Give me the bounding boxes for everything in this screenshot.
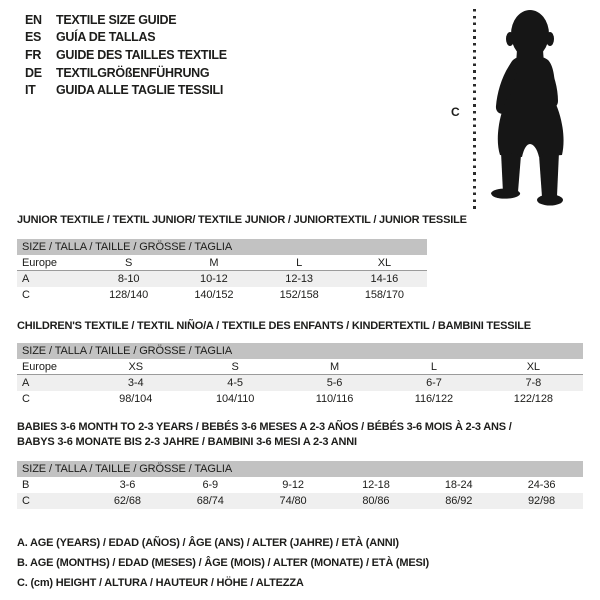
language-code: FR [25, 47, 42, 62]
table-row [17, 255, 427, 271]
babies-title-line2: BABYS 3-6 MONATE BIS 2-3 JAHRE / BAMBINI 3-6 MESI A 2-3 ANNI [17, 436, 357, 448]
table-row [17, 287, 427, 303]
height-dotted-line [473, 9, 476, 209]
size-cell: XL [526, 361, 540, 373]
table-row [17, 359, 583, 375]
height-cell: 152/158 [279, 289, 319, 301]
language-title: GUIDA ALLE TAGLIE TESSILI [56, 83, 224, 98]
legend-line-height: C. (cm) HEIGHT / ALTURA / HAUTEUR / HÖHE / ALTEZZA [17, 577, 304, 589]
age-cell: 7-8 [525, 377, 542, 389]
age-cell: 6-9 [202, 479, 219, 491]
row-label: C [22, 289, 30, 301]
height-measure-label: C [451, 105, 460, 119]
language-row [25, 64, 227, 82]
size-cell: XS [128, 361, 143, 373]
age-cell: 6-7 [426, 377, 442, 389]
height-cell: 122/128 [513, 393, 553, 405]
table-row [17, 477, 583, 493]
language-row [25, 29, 227, 47]
language-list [25, 11, 227, 99]
language-row [25, 46, 227, 64]
table-row [17, 271, 427, 287]
size-cell: M [329, 361, 340, 373]
row-label: C [22, 393, 30, 405]
language-code: EN [25, 12, 42, 27]
row-label: A [22, 377, 30, 389]
language-row [25, 11, 227, 29]
size-cell: S [231, 361, 239, 373]
height-cell: 98/104 [119, 393, 153, 405]
legend [17, 533, 429, 593]
height-cell: 116/122 [414, 393, 454, 405]
age-cell: 5-6 [326, 377, 343, 389]
junior-table-title: JUNIOR TEXTILE / TEXTIL JUNIOR/ TEXTILE JUNIOR / JUNIORTEXTIL / JUNIOR TESSILE [17, 214, 467, 226]
height-cell: 158/170 [364, 289, 404, 301]
age-cell: 24-36 [527, 479, 556, 491]
height-cell: 62/68 [113, 495, 141, 507]
size-cell: L [430, 361, 437, 373]
language-code: ES [25, 30, 42, 45]
size-cell: M [209, 257, 219, 269]
row-label: B [22, 479, 30, 491]
height-cell: 80/86 [362, 495, 390, 507]
table-header-bar: SIZE / TALLA / TAILLE / GRÖSSE / TAGLIA [17, 461, 583, 477]
language-code: IT [25, 83, 36, 98]
age-cell: 12-18 [362, 479, 390, 491]
age-cell: 8-10 [117, 273, 140, 285]
language-title: TEXTILGRÖßENFÜHRUNG [56, 65, 210, 80]
children-table-title: CHILDREN'S TEXTILE / TEXTIL NIÑO/A / TEXTILE DES ENFANTS / KINDERTEXTIL / BAMBINI TESSILE [17, 320, 531, 332]
height-cell: 86/92 [445, 495, 473, 507]
age-cell: 4-5 [227, 377, 243, 389]
height-cell: 74/80 [279, 495, 307, 507]
babies-title-line1: BABIES 3-6 MONTH TO 2-3 YEARS / BEBÉS 3-6 MESES A 2-3 AÑOS / BÉBÉS 3-6 MOIS À 2-3 ANS / [17, 421, 512, 433]
language-title: TEXTILE SIZE GUIDE [56, 12, 177, 27]
language-row [25, 81, 227, 99]
children-size-table [17, 343, 583, 407]
size-cell: XL [377, 257, 391, 269]
height-cell: 128/140 [109, 289, 149, 301]
babies-table-title [17, 420, 512, 450]
height-cell: 110/116 [315, 393, 354, 405]
height-cell: 68/74 [196, 495, 224, 507]
table-header-bar: SIZE / TALLA / TAILLE / GRÖSSE / TAGLIA [17, 239, 427, 255]
table-header-bar: SIZE / TALLA / TAILLE / GRÖSSE / TAGLIA [17, 343, 583, 359]
age-cell: 10-12 [200, 273, 228, 285]
row-label: Europe [22, 257, 57, 269]
table-row [17, 375, 583, 391]
legend-line-age-months: B. AGE (MONTHS) / EDAD (MESES) / ÂGE (MOIS) / ALTER (MONATE) / ETÀ (MESI) [17, 557, 429, 569]
junior-size-table [17, 239, 427, 303]
age-cell: 9-12 [282, 479, 304, 491]
age-cell: 12-13 [285, 273, 313, 285]
table-row [17, 493, 583, 509]
table-row [17, 391, 583, 407]
age-cell: 3-6 [119, 479, 136, 491]
language-code: DE [25, 65, 42, 80]
language-title: GUÍA DE TALLAS [56, 30, 156, 45]
row-label: A [22, 273, 30, 285]
row-label: Europe [22, 361, 57, 373]
age-cell: 3-4 [127, 377, 144, 389]
size-cell: L [296, 257, 303, 269]
height-cell: 104/110 [215, 393, 255, 405]
row-label: C [22, 495, 30, 507]
babies-size-table [17, 461, 583, 509]
height-cell: 92/98 [528, 495, 556, 507]
language-title: GUIDE DES TAILLES TEXTILE [56, 47, 227, 62]
height-cell: 140/152 [194, 289, 234, 301]
height-measure-figure [450, 6, 590, 212]
legend-line-age-years: A. AGE (YEARS) / EDAD (AÑOS) / ÂGE (ANS) / ALTER (JAHRE) / ETÀ (ANNI) [17, 537, 399, 549]
age-cell: 18-24 [444, 479, 473, 491]
age-cell: 14-16 [370, 273, 399, 285]
size-cell: S [125, 257, 133, 269]
baby-silhouette-icon [484, 8, 578, 208]
